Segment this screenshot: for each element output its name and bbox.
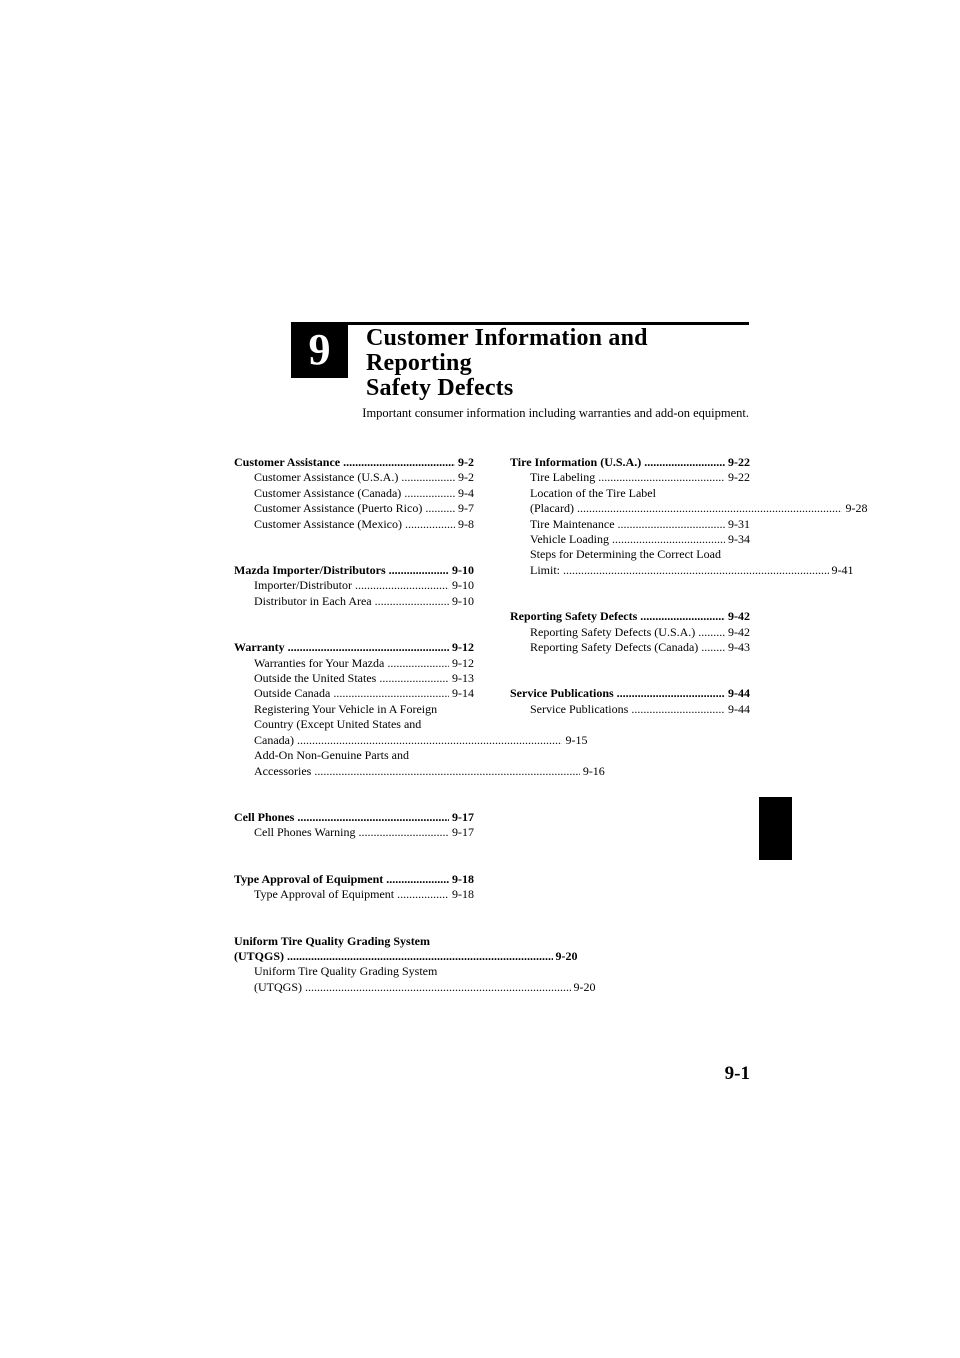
toc-page-number: 9-22: [728, 455, 750, 469]
toc-entry-title: Reporting Safety Defects (U.S.A.): [530, 624, 696, 639]
toc-entry-title-line: Steps for Determining the Correct Load: [530, 547, 721, 562]
toc-page-number: 9-34: [728, 532, 750, 547]
toc-section: [234, 455, 474, 532]
toc-heading: [510, 609, 750, 624]
toc-entry: [510, 640, 750, 655]
chapter-title: [366, 326, 750, 401]
toc-leader-dots: [644, 455, 725, 470]
toc-entry-title: Outside the United States: [254, 671, 377, 686]
toc-leader-dots: [397, 887, 449, 902]
toc-entry-title-line: Uniform Tire Quality Grading System: [254, 964, 438, 979]
toc-entry-title: Type Approval of Equipment: [254, 887, 395, 902]
toc-page-number: 9-10: [452, 593, 474, 608]
toc-page-number: 9-18: [452, 871, 474, 886]
toc-entry-title: Warranty: [234, 640, 285, 655]
toc-entry-title: Limit:: [530, 562, 560, 577]
toc-entry-title: Customer Assistance (Canada): [254, 485, 402, 500]
toc-leader-dots: [617, 686, 725, 701]
toc-page-number: 9-12: [452, 640, 474, 655]
toc-page-number: 9-22: [728, 470, 750, 485]
toc-leader-dots: [333, 686, 449, 701]
toc-entry: [510, 547, 854, 578]
toc-leader-dots: [598, 470, 725, 485]
toc-entry-title: Customer Assistance (Mexico): [254, 516, 402, 531]
toc-page-number: 9-13: [452, 671, 474, 686]
toc-page-number: 9-17: [452, 825, 474, 840]
chapter-title-line-1: Customer Information and Reporting: [366, 325, 648, 376]
toc-page-number: 9-43: [728, 640, 750, 655]
chapter-number-box: [291, 322, 348, 378]
toc-entry-title-line: Registering Your Vehicle in A Foreign: [254, 701, 438, 716]
toc-page-number: 9-2: [458, 470, 474, 485]
chapter-title-line-2: Safety Defects: [366, 375, 514, 401]
toc-page-number: 9-41: [831, 562, 854, 577]
toc-entry-title: Reporting Safety Defects: [510, 609, 638, 624]
toc-page-number: 9-42: [728, 609, 750, 624]
toc-page-number: 9-17: [452, 809, 474, 824]
toc-entry: [234, 578, 474, 593]
toc-right-column: [510, 455, 868, 748]
toc-page-number: 9-20: [555, 948, 578, 963]
toc-entry-title: Distributor in Each Area: [254, 593, 372, 608]
toc-page-number: 9-15: [565, 732, 588, 747]
toc-leader-dots: [389, 563, 449, 578]
toc-page-number: 9-10: [452, 578, 474, 593]
toc-entry-title: Cell Phones: [234, 809, 295, 824]
toc-leader-dots: [287, 949, 553, 964]
toc-section: [510, 609, 750, 655]
toc-leader-dots: [698, 625, 725, 640]
toc-entry: [510, 517, 750, 532]
toc-section: [234, 563, 474, 609]
toc-section: [234, 933, 596, 996]
toc-entry: [234, 656, 474, 671]
toc-section: [234, 872, 474, 903]
toc-page-number: 9-2: [458, 455, 474, 469]
toc-page-number: 9-28: [845, 501, 868, 516]
toc-entry: [234, 887, 474, 902]
toc-entry-title-line: Location of the Tire Label: [530, 485, 656, 500]
toc-leader-dots: [288, 640, 449, 655]
toc-leader-dots: [401, 470, 455, 485]
toc-entry: [234, 671, 474, 686]
toc-page-number: 9-4: [458, 485, 474, 500]
toc-entry-title: Mazda Importer/Distributors: [234, 563, 386, 578]
toc-entry: [234, 486, 474, 501]
toc-leader-dots: [305, 980, 571, 995]
toc-entry: [234, 501, 474, 516]
toc-entry-title-line: Add-On Non-Genuine Parts and: [254, 748, 409, 763]
toc-entry-title: Outside Canada: [254, 686, 331, 701]
toc-section: [234, 810, 474, 841]
toc-entry-last-line: [234, 949, 578, 964]
toc-entry-title: Type Approval of Equipment: [234, 871, 384, 886]
toc-entry-title: Customer Assistance (U.S.A.): [254, 470, 399, 485]
toc-entry-title: (UTQGS): [234, 948, 285, 963]
toc-leader-dots: [375, 594, 449, 609]
toc-page-number: 9-20: [573, 979, 596, 994]
chapter-side-tab: [759, 797, 792, 860]
toc-entry-title: Service Publications: [510, 686, 614, 701]
toc-leader-dots: [297, 810, 449, 825]
toc-heading: [510, 686, 750, 701]
toc-page-number: 9-14: [452, 686, 474, 701]
toc-section: [510, 455, 868, 578]
toc-entry: [234, 686, 474, 701]
toc-entry-title: Reporting Safety Defects (Canada): [530, 640, 699, 655]
toc-entry-title: Accessories: [254, 763, 312, 778]
toc-entry-last-line: [254, 764, 605, 779]
toc-entry-title: (Placard): [530, 501, 574, 516]
toc-leader-dots: [404, 486, 455, 501]
toc-page-number: 9-18: [452, 887, 474, 902]
toc-leader-dots: [425, 501, 455, 516]
toc-entry-title-line: Uniform Tire Quality Grading System: [234, 933, 431, 948]
toc-entry-title: Customer Assistance: [234, 455, 341, 469]
toc-leader-dots: [314, 764, 580, 779]
toc-section: [510, 686, 750, 717]
toc-entry: [234, 748, 605, 779]
toc-page-number: 9-8: [458, 516, 474, 531]
toc-leader-dots: [618, 517, 725, 532]
toc-entry-title: Vehicle Loading: [530, 532, 609, 547]
toc-entry-title: Service Publications: [530, 701, 629, 716]
toc-entry: [234, 517, 474, 532]
toc-leader-dots: [577, 501, 843, 516]
toc-entry: [510, 702, 750, 717]
toc-leader-dots: [343, 455, 455, 470]
toc-entry: [234, 470, 474, 485]
toc-heading: [234, 640, 474, 655]
toc-entry: [234, 964, 596, 995]
chapter-subtitle: Important consumer information including warranties and add-on equipment.: [362, 406, 749, 420]
toc-page-number: 9-12: [452, 655, 474, 670]
toc-entry: [510, 625, 750, 640]
toc-entry-title: Tire Labeling: [530, 470, 596, 485]
toc-entry: [234, 594, 474, 609]
toc-leader-dots: [563, 563, 829, 578]
toc-heading: [234, 455, 474, 470]
toc-entry: [234, 825, 474, 840]
toc-entry-title: Tire Maintenance: [530, 516, 615, 531]
toc-leader-dots: [379, 671, 449, 686]
toc-page-number: 9-16: [582, 763, 605, 778]
toc-leader-dots: [358, 825, 449, 840]
toc-page-number: 9-10: [452, 563, 474, 578]
toc-heading: [510, 455, 750, 470]
toc-leader-dots: [387, 656, 449, 671]
toc-entry-title: (UTQGS): [254, 979, 302, 994]
toc-entry-title: Importer/Distributor: [254, 578, 352, 593]
toc-heading: [234, 933, 578, 965]
toc-page-number: 9-7: [458, 501, 474, 516]
toc-heading: [234, 872, 474, 887]
toc-entry: [510, 485, 868, 517]
page-number: 9-1: [724, 1063, 750, 1084]
toc-leader-dots: [386, 872, 449, 887]
toc-entry-title: Cell Phones Warning: [254, 825, 356, 840]
toc-leader-dots: [701, 640, 725, 655]
toc-entry-title: Canada): [254, 732, 294, 747]
toc-entry: [510, 470, 750, 485]
toc-page-number: 9-42: [728, 624, 750, 639]
toc-leader-dots: [612, 532, 725, 547]
toc-entry-last-line: [530, 501, 867, 516]
toc-page-number: 9-44: [728, 686, 750, 701]
toc-entry-title-line: Country (Except United States and: [254, 717, 422, 732]
toc-leader-dots: [631, 702, 725, 717]
toc-leader-dots: [640, 609, 725, 624]
toc-page-number: 9-31: [728, 516, 750, 531]
toc-leader-dots: [405, 517, 455, 532]
toc-entry-last-line: [254, 980, 596, 995]
toc-heading: [234, 810, 474, 825]
toc-entry-title: Warranties for Your Mazda: [254, 655, 385, 670]
toc-leader-dots: [355, 578, 449, 593]
toc-entry-title: Customer Assistance (Puerto Rico): [254, 501, 423, 516]
toc-page-number: 9-44: [728, 701, 750, 716]
toc-entry-title: Tire Information (U.S.A.): [510, 455, 642, 469]
chapter-number: 9: [308, 325, 331, 374]
toc-entry: [510, 532, 750, 547]
toc-heading: [234, 563, 474, 578]
toc-entry-last-line: [530, 563, 854, 578]
